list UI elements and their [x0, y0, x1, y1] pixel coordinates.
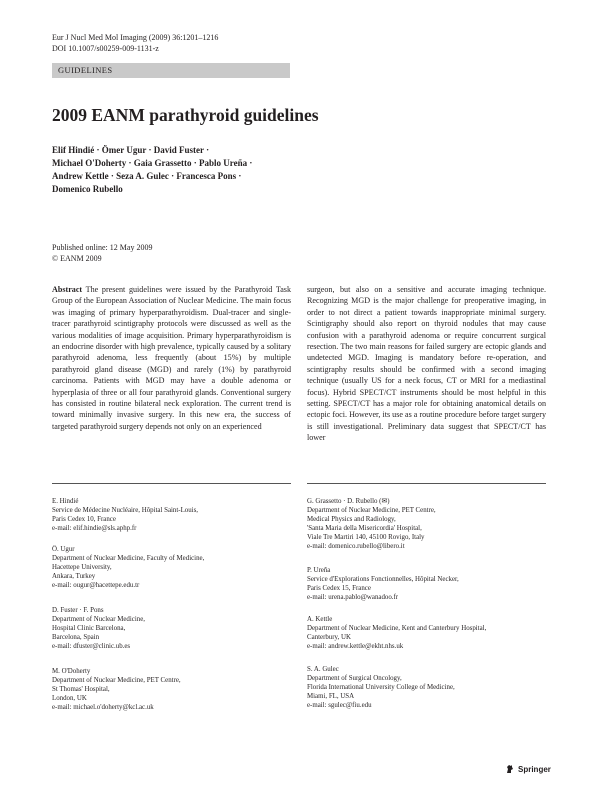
abstract-continuation: surgeon, but also on a sensitive and accurate imaging technique. Recognizing MGD is the major challenge for preoperative imaging, in order to not direct a patient towards inappropriate minimal surgery. Scintigraphy should also report on thyroid nodules that may cause confusion with a parathyroid adenoma or require concurrent surgical resection. The two main reasons for failed surgery are ectopic glands and undetected MGD. Imaging is mandatory before re-operation, and scintigraphy results should be confirmed with a second imaging technique (usually US for a neck focus, CT or MRI for a mediastinal focus). Hybrid SPECT/CT instruments should be most helpful in this setting. SPECT/CT has a major role for obtaining anatomical details on ectopic foci. However, its use as a routine procedure before target surgery is still investigational. Preliminary data suggest that SPECT/CT has lower — [307, 285, 546, 443]
doi: DOI 10.1007/s00259-009-1131-z — [52, 44, 159, 53]
affiliation-line: 'Santa Maria della Misericordia' Hospital, — [307, 525, 422, 533]
author: Domenico Rubello — [52, 184, 123, 194]
affiliation-line: Service d'Explorations Fonctionnelles, Hôpital Necker, — [307, 576, 459, 584]
affiliation-name: S. A. Gulec — [307, 666, 339, 673]
affiliation-name: E. Hindié — [52, 498, 79, 505]
author: Ömer Ugur — [101, 145, 147, 155]
affiliation-line: Department of Nuclear Medicine, PET Centre, — [52, 677, 181, 685]
affiliation-name: G. Grassetto · D. Rubello (✉) — [307, 498, 390, 505]
publisher-logo — [505, 764, 551, 774]
springer-horse-icon — [505, 764, 515, 774]
affiliation-line: Paris Cedex 15, France — [307, 585, 371, 593]
affiliation-block — [52, 497, 291, 533]
affiliation-line: Service de Médecine Nucléaire, Hôpital Saint-Louis, — [52, 507, 198, 515]
affiliation-line: Paris Cedex 10, France — [52, 516, 116, 524]
author: Andrew Kettle — [52, 171, 109, 181]
affiliation-email: e-mail: ougur@hacettepe.edu.tr — [52, 582, 140, 590]
journal-citation: Eur J Nucl Med Mol Imaging (2009) 36:1201–1216 — [52, 33, 219, 42]
journal-header — [52, 32, 218, 54]
abstract-label: Abstract — [52, 285, 83, 294]
affiliation-email: e-mail: domenico.rubello@libero.it — [307, 543, 405, 551]
author: Michael O'Doherty — [52, 158, 127, 168]
affiliation-email: e-mail: sgulec@fiu.edu — [307, 702, 372, 710]
section-bar — [52, 63, 290, 78]
author: Elif Hindié — [52, 145, 95, 155]
affiliation-line: Miami, FL, USA — [307, 693, 355, 701]
affiliation-line: St Thomas' Hospital, — [52, 686, 110, 694]
published-date: Published online: 12 May 2009 — [52, 243, 153, 252]
article-title: 2009 EANM parathyroid guidelines — [52, 105, 319, 125]
affiliation-line: Department of Nuclear Medicine, Faculty of Medicine, — [52, 555, 205, 563]
section-label: GUIDELINES — [58, 65, 113, 75]
author: Francesca Pons — [176, 171, 237, 181]
affiliation-name: D. Fuster · F. Pons — [52, 607, 104, 614]
affiliation-line: Department of Nuclear Medicine, Kent and Canterbury Hospital, — [307, 625, 487, 633]
author-list: Elif Hindié · Ömer Ugur · David Fuster · Michael O'Doherty · Gaia Grassetto · Pablo Ureña · Andrew Kettle · Seza A. Gulec · Francesca Pons · Domenico Rubello — [52, 145, 253, 194]
affiliation-line: Barcelona, Spain — [52, 634, 100, 642]
affiliation-block — [307, 665, 546, 710]
affiliation-line: London, UK — [52, 695, 87, 703]
affiliation-email: e-mail: dfuster@clinic.ub.es — [52, 643, 131, 651]
affiliation-line: Department of Nuclear Medicine, PET Centre, — [307, 507, 436, 515]
affiliation-name: A. Kettle — [307, 616, 333, 623]
author: David Fuster — [153, 145, 204, 155]
affiliation-email: e-mail: michael.o'doherty@kcl.ac.uk — [52, 704, 154, 712]
affiliation-email: e-mail: elif.hindie@sls.aphp.fr — [52, 525, 137, 533]
affiliation-line: Medical Physics and Radiology, — [307, 516, 396, 524]
affiliation-email: e-mail: urena.pablo@wanadoo.fr — [307, 594, 399, 602]
author: Seza A. Gulec — [116, 171, 169, 181]
footnote-divider — [52, 483, 291, 484]
author: Pablo Ureña — [199, 158, 248, 168]
publication-info — [52, 243, 152, 264]
affiliation-name: P. Ureña — [307, 567, 331, 574]
affiliation-block — [307, 615, 546, 651]
affiliation-line: Canterbury, UK — [307, 634, 351, 642]
abstract-text: The present guidelines were issued by the Parathyroid Task Group of the European Association of Nuclear Medicine. The main focus was imaging of primary hyperparathyroidism. Dual-tracer and single-tracer parathyroid scintigraphy protocols were discussed as well as the various modalities of image acquisition. Primary hyperparathyroidism is an endocrine disorder with high prevalence, typically caused by a solitary parathyroid adenoma, less frequently (about 15%) by multiple parathyroid gland disease (MGD) and rarely (1%) by parathyroid carcinoma. Patients with MGD may have a double adenoma or hyperplasia of three or all four parathyroid glands. Conventional surgery has consisted in routine bilateral neck exploration. The current trend is toward minimally invasive surgery. In this new era, the success of targeted parathyroid surgery depends not only on an experienced — [52, 285, 291, 431]
affiliation-name: Ö. Ugur — [52, 546, 75, 553]
affiliation-line: Hospital Clinic Barcelona, — [52, 625, 126, 633]
copyright: © EANM 2009 — [52, 253, 102, 263]
affiliation-email: e-mail: andrew.kettle@ekht.nhs.uk — [307, 643, 404, 651]
affiliation-line: Viale Tre Martiri 140, 45100 Rovigo, Italy — [307, 534, 425, 542]
affiliation-block — [52, 667, 291, 712]
author: Gaia Grassetto — [133, 158, 192, 168]
affiliation-block — [52, 606, 291, 651]
footnote-divider — [307, 483, 546, 484]
affiliation-line: Ankara, Turkey — [52, 573, 96, 581]
affiliation-block — [307, 497, 546, 552]
affiliation-name: M. O'Doherty — [52, 668, 91, 675]
affiliation-line: Florida International University College of Medicine, — [307, 684, 455, 692]
affiliation-line: Department of Nuclear Medicine, — [52, 616, 145, 624]
affiliation-block — [52, 545, 291, 590]
affiliation-block — [307, 566, 546, 602]
abstract-right-column — [307, 284, 546, 444]
abstract-left-column — [52, 284, 291, 432]
affiliation-line: Hacettepe University, — [52, 564, 112, 572]
publisher-name: Springer — [518, 764, 551, 774]
affiliation-line: Department of Surgical Oncology, — [307, 675, 402, 683]
